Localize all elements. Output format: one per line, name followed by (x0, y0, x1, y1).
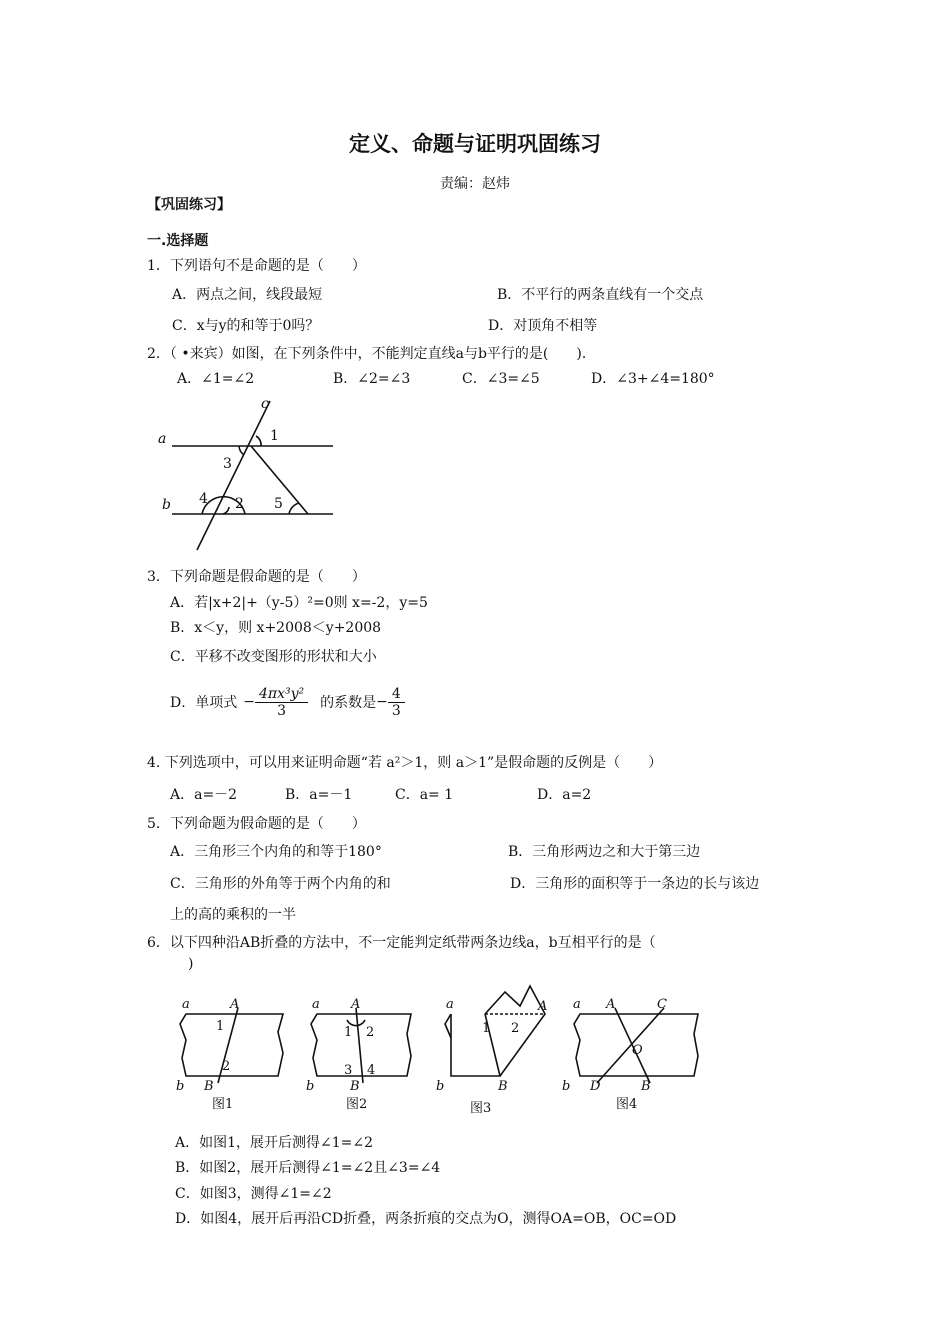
q4-option-a: A．a=－2 (170, 787, 238, 803)
q6-figures (160, 978, 720, 1118)
q3-d-prefix: D．单项式 (170, 695, 238, 711)
q2-label-c: c (261, 396, 269, 412)
q3-d-denominator2: 3 (391, 702, 401, 719)
fig1-angle-2: 2 (222, 1059, 231, 1074)
q4-option-b: B．a=－1 (285, 787, 353, 803)
fig1-label-B: B (204, 1079, 214, 1094)
q1-option-c: C．x与y的和等于0吗？ (172, 318, 320, 334)
q2-label-a: a (158, 431, 167, 447)
fig2-label-B: B (350, 1079, 360, 1094)
q6-stem: 6．以下四种沿AB折叠的方法中，不一定能判定纸带两条边线a，b互相平行的是（ (147, 935, 656, 951)
q3-d-denominator: 3 (277, 702, 286, 719)
fig3-angle-2: 2 (511, 1021, 520, 1036)
q3-d-fraction2 (388, 686, 405, 719)
q3-d-fraction (255, 686, 308, 719)
q2-option-a: A．∠1=∠2 (177, 371, 255, 387)
q2-option-c: C．∠3=∠5 (462, 371, 540, 387)
fig2-angle-1: 1 (344, 1025, 353, 1040)
q3-option-d (170, 673, 405, 731)
q4-option-c: C．a= 1 (395, 787, 454, 803)
q2-label-b: b (162, 497, 171, 513)
q3-d-minus2: − (376, 694, 388, 710)
q6-stem-cont: ) (188, 956, 194, 972)
fig4-label-C: C (657, 997, 667, 1012)
fig4-label-D: D (590, 1079, 601, 1094)
q1-option-d: D．对顶角不相等 (488, 318, 598, 334)
q3-d-minus: − (243, 694, 255, 710)
q1-option-b: B．不平行的两条直线有一个交点 (497, 287, 704, 303)
q2-angle-1: 1 (270, 428, 279, 444)
q5-option-d-cont: 上的高的乘积的一半 (170, 907, 296, 923)
fig1-caption: 图1 (212, 1097, 234, 1112)
q2-option-b: B．∠2=∠3 (333, 371, 411, 387)
fig2-label-A: A (351, 997, 361, 1012)
q3-option-a: A．若|x+2|+（y-5）²=0则 x=-2，y=5 (170, 595, 428, 611)
fig4-label-a: a (573, 997, 581, 1012)
q5-option-d: D．三角形的面积等于一条边的长与该边 (510, 876, 760, 892)
fig4-caption: 图4 (616, 1097, 638, 1112)
q1-stem: 1．下列语句不是命题的是（ ） (147, 258, 366, 274)
q1-option-a: A．两点之间，线段最短 (172, 287, 323, 303)
q3-option-c: C．平移不改变图形的形状和大小 (170, 649, 377, 665)
q2-option-d: D．∠3+∠4=180° (591, 371, 715, 387)
fig1-angle-1: 1 (216, 1019, 225, 1034)
fig2-angle-3: 3 (344, 1063, 353, 1078)
q6-option-b: B．如图2，展开后测得∠1=∠2且∠3=∠4 (175, 1160, 441, 1176)
q2-angle-4: 4 (199, 491, 208, 507)
q3-option-b: B．x＜y，则 x+2008＜y+2008 (170, 620, 382, 636)
q2-angle-3: 3 (223, 456, 232, 472)
fig3-label-b: b (436, 1079, 445, 1094)
page-title: 定义、命题与证明巩固练习 (349, 132, 601, 156)
fig3-label-B: B (498, 1079, 508, 1094)
fig3-label-a: a (446, 997, 454, 1012)
q6-option-a: A．如图1，展开后测得∠1=∠2 (175, 1135, 374, 1151)
q5-option-c: C．三角形的外角等于两个内角的和 (170, 876, 391, 892)
fig3-caption: 图3 (470, 1101, 492, 1116)
fig2-caption: 图2 (346, 1097, 368, 1112)
fig2-angle-4: 4 (367, 1063, 376, 1078)
fig4-label-O: O (632, 1043, 643, 1058)
fig3-label-A: A (538, 999, 548, 1014)
q3-d-numerator: 4πx³y² (255, 686, 308, 703)
q5-option-b: B．三角形两边之和大于第三边 (508, 844, 701, 860)
fig3-angle-1: 1 (482, 1021, 491, 1036)
q2-angle-5: 5 (274, 496, 283, 512)
q5-stem: 5．下列命题为假命题的是（ ） (147, 816, 366, 832)
part-label: 一.选择题 (147, 233, 209, 249)
q6-option-c: C．如图3，测得∠1=∠2 (175, 1186, 332, 1202)
fig1-label-b: b (176, 1079, 185, 1094)
fig2-angle-2: 2 (366, 1025, 375, 1040)
q3-d-mid: 的系数是 (320, 695, 377, 711)
q5-option-a: A．三角形三个内角的和等于180° (170, 844, 382, 860)
fig1-label-a: a (182, 997, 190, 1012)
editor-line: 责编：赵炜 (440, 176, 510, 192)
q6-option-d: D．如图4，展开后再沿CD折叠，两条折痕的交点为O，测得OA=OB，OC=OD (175, 1211, 677, 1227)
q2-angle-2: 2 (235, 496, 244, 512)
fig2-label-a: a (312, 997, 320, 1012)
q4-option-d: D．a=2 (537, 787, 592, 803)
fig4-label-A: A (606, 997, 616, 1012)
q2-stem: 2．（ •来宾）如图，在下列条件中，不能判定直线a与b平行的是( )． (147, 346, 596, 362)
q2-figure (150, 392, 350, 558)
fig4-label-b: b (562, 1079, 571, 1094)
q4-stem: 4. 下列选项中，可以用来证明命题“若 a²＞1，则 a＞1”是假命题的反例是（ ） (147, 755, 663, 771)
q3-stem: 3．下列命题是假命题的是（ ） (147, 569, 366, 585)
section-label: 【巩固练习】 (147, 197, 231, 213)
q3-d-numerator2: 4 (388, 686, 405, 703)
fig1-label-A: A (230, 997, 240, 1012)
fig4-label-B: B (641, 1079, 651, 1094)
fig2-label-b: b (306, 1079, 315, 1094)
